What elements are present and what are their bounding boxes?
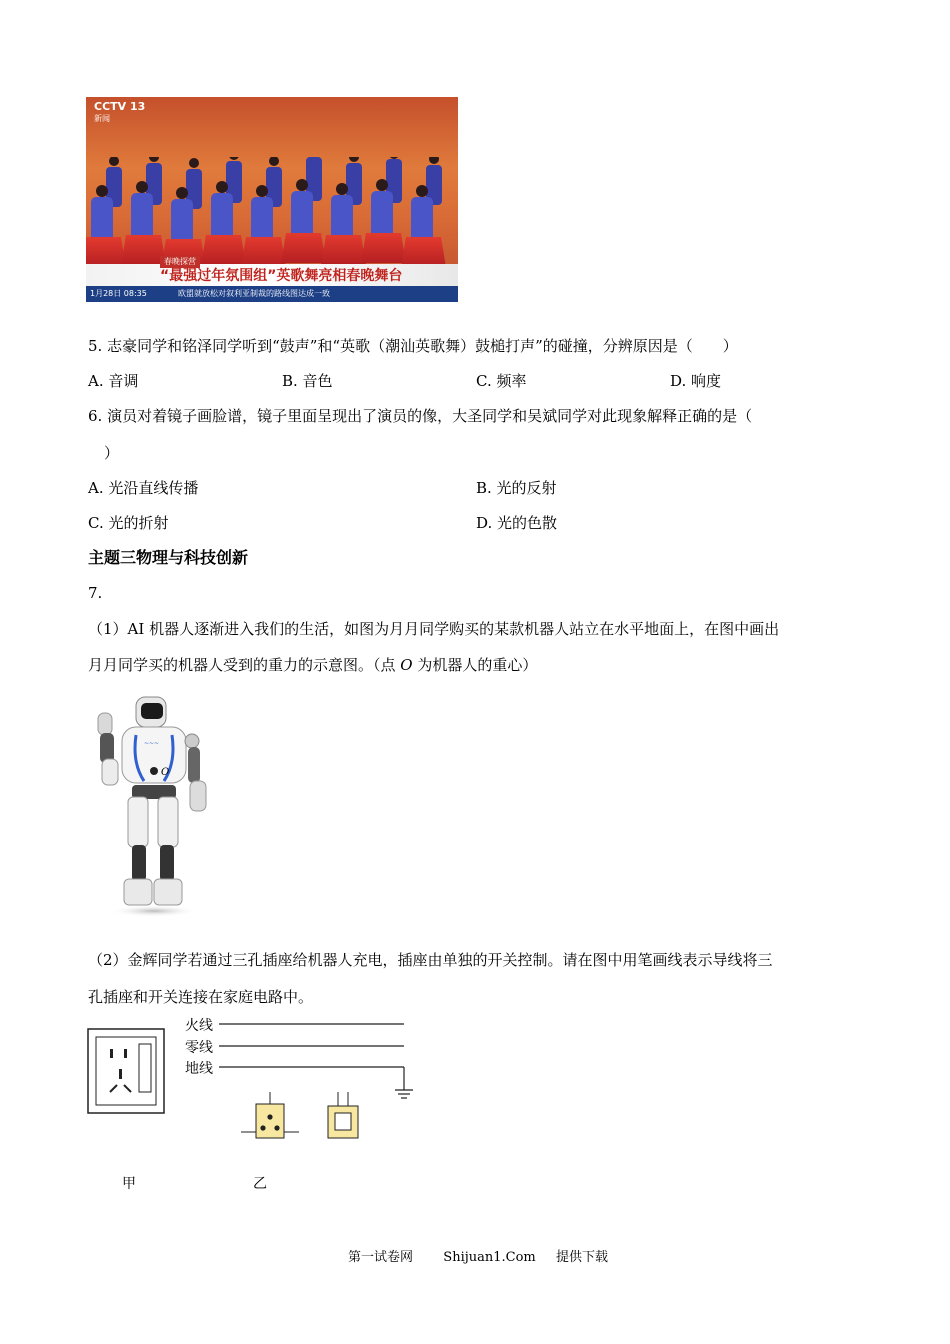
- q7-part2-line1: （2）金辉同学若通过三孔插座给机器人充电，插座由单独的开关控制。请在图中用笔画线表示导线将三: [88, 951, 773, 969]
- center-of-gravity-dot: [150, 767, 158, 775]
- label-yi: 乙: [253, 1176, 267, 1192]
- news-ticker: [86, 286, 458, 302]
- q7-part1-line1: （1）AI 机器人逐渐进入我们的生活，如图为月月同学购买的某款机器人站立在水平地面上，在图中画出: [88, 620, 780, 638]
- ticker-time: 1月28日 08:35: [90, 289, 147, 298]
- q6-option-c: C. 光的折射: [88, 514, 169, 532]
- q7-point-o: O: [400, 656, 413, 674]
- q5-option-c: C. 频率: [476, 372, 527, 390]
- label-jia: 甲: [122, 1176, 136, 1192]
- q7-part1-line2-after: 为机器人的重心）: [412, 656, 538, 674]
- banner-caption: “最强过年氛围组”英歌舞亮相春晚舞台: [160, 268, 403, 284]
- footer-site: 第一试卷网: [348, 1250, 414, 1265]
- q7-part1-line2: [88, 655, 537, 675]
- footer: [348, 1248, 608, 1268]
- q7-part1-line2-before: 月月同学买的机器人受到的重力的示意图。（点: [88, 656, 401, 674]
- q6-option-a: A. 光沿直线传播: [88, 479, 199, 497]
- banner-tag: 春晚探营: [160, 256, 200, 268]
- socket-panel: [88, 1029, 164, 1113]
- q6-stem-line1: 6. 演员对着镜子画脸谱，镜子里面呈现出了演员的像，大圣同学和吴斌同学对此现象解释正确的是（: [88, 407, 753, 425]
- ticker-text: 欧盟就放松对叙利亚制裁的路线图达成一致: [178, 289, 330, 298]
- q5-option-b: B. 音色: [282, 372, 333, 390]
- ground-symbol: [395, 1067, 413, 1098]
- footer-note: 提供下载: [556, 1250, 609, 1265]
- q5-option-d: D. 响度: [670, 372, 722, 390]
- three-hole-socket-symbol: [241, 1092, 299, 1138]
- q6-option-d: D. 光的色散: [476, 514, 558, 532]
- robot-chest-logo: ~~~: [144, 740, 160, 747]
- live-wire-label: 火线: [185, 1018, 213, 1034]
- section-heading: 主题三物理与科技创新: [88, 548, 249, 567]
- q5-stem: 5. 志豪同学和铭泽同学听到“鼓声”和“英歌（潮汕英歌舞）鼓槌打声”的碰撞，分辨原因是（ ）: [88, 337, 738, 355]
- dance-photo: [86, 97, 458, 302]
- channel-sub: 新闻: [94, 114, 110, 123]
- circuit-diagram: [86, 1012, 426, 1152]
- robot-illustration: [92, 693, 217, 918]
- footer-url[interactable]: Shijuan1.Com: [443, 1250, 536, 1265]
- q7-number: 7.: [88, 584, 103, 602]
- q5-option-a: A. 音调: [88, 372, 139, 390]
- ground-wire-label: 地线: [185, 1061, 213, 1077]
- switch-symbol: [328, 1092, 358, 1138]
- robot-point-label: O: [161, 767, 170, 778]
- q6-stem-line2: ）: [104, 444, 120, 462]
- channel-logo: CCTV 13: [94, 100, 146, 113]
- q7-part2-line2: 孔插座和开关连接在家庭电路中。: [88, 988, 314, 1006]
- q6-option-b: B. 光的反射: [476, 479, 557, 497]
- neutral-wire-label: 零线: [185, 1040, 213, 1056]
